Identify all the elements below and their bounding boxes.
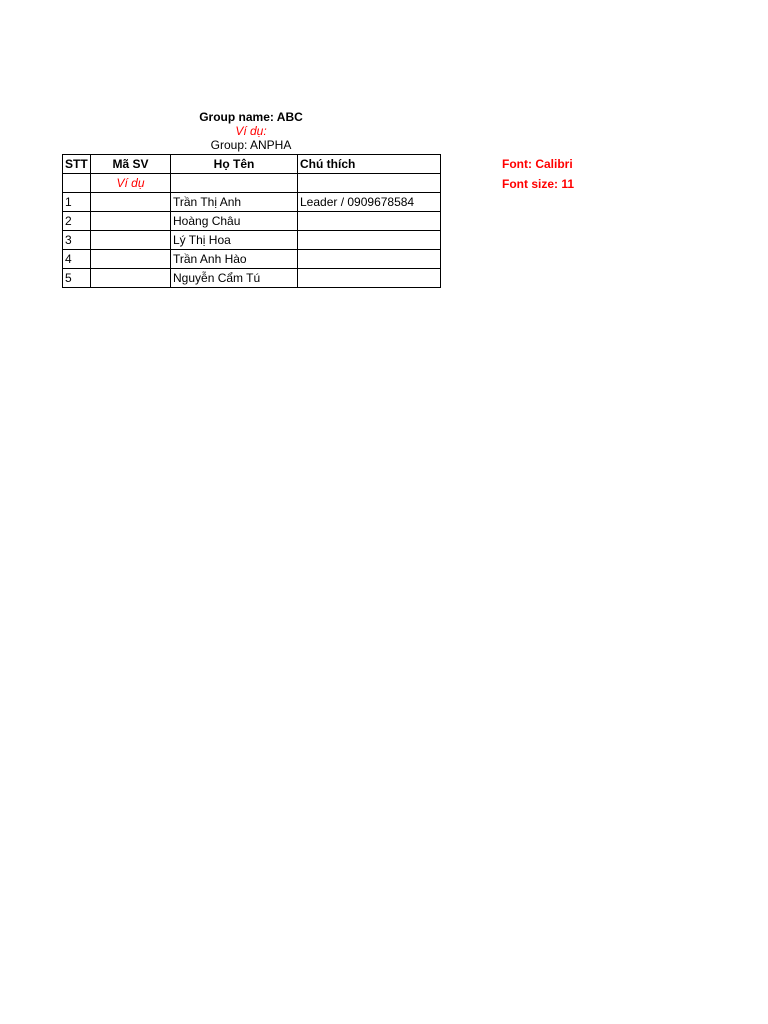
example-row-student-id: Ví dụ <box>91 174 171 193</box>
student-id-cell <box>91 269 171 288</box>
column-header-full-name: Họ Tên <box>171 155 298 174</box>
stt-cell: 3 <box>63 231 91 250</box>
example-row <box>63 174 441 193</box>
note-cell <box>298 269 441 288</box>
table-row <box>63 193 441 212</box>
table-row <box>63 212 441 231</box>
table-row <box>63 250 441 269</box>
full-name-cell: Hoàng Châu <box>171 212 298 231</box>
student-id-cell <box>91 212 171 231</box>
example-row-full-name <box>171 174 298 193</box>
group-name-title: Group name: ABC <box>199 110 303 124</box>
table-row <box>63 269 441 288</box>
font-size-note: Font size: 11 <box>502 177 575 191</box>
full-name-cell: Trần Thị Anh <box>171 193 298 212</box>
note-cell <box>298 250 441 269</box>
table-row <box>63 231 441 250</box>
column-header-student-id: Mã SV <box>91 155 171 174</box>
full-name-cell: Lý Thị Hoa <box>171 231 298 250</box>
stt-cell: 2 <box>63 212 91 231</box>
stt-cell: 4 <box>63 250 91 269</box>
note-cell: Leader / 0909678584 <box>298 193 441 212</box>
column-header-stt: STT <box>63 155 91 174</box>
note-cell <box>298 212 441 231</box>
student-id-cell <box>91 250 171 269</box>
full-name-cell: Nguyễn Cẩm Tú <box>171 269 298 288</box>
full-name-cell: Trần Anh Hào <box>171 250 298 269</box>
student-table <box>62 154 441 288</box>
stt-cell: 5 <box>63 269 91 288</box>
note-cell <box>298 231 441 250</box>
example-row-stt <box>63 174 91 193</box>
student-id-cell <box>91 193 171 212</box>
example-row-note <box>298 174 441 193</box>
table-header-row <box>63 155 441 174</box>
example-label: Ví dụ: <box>235 124 267 138</box>
column-header-note: Chú thích <box>298 155 441 174</box>
font-note: Font: Calibri <box>502 157 573 171</box>
stt-cell: 1 <box>63 193 91 212</box>
student-id-cell <box>91 231 171 250</box>
example-group-name: Group: ANPHA <box>210 138 292 152</box>
